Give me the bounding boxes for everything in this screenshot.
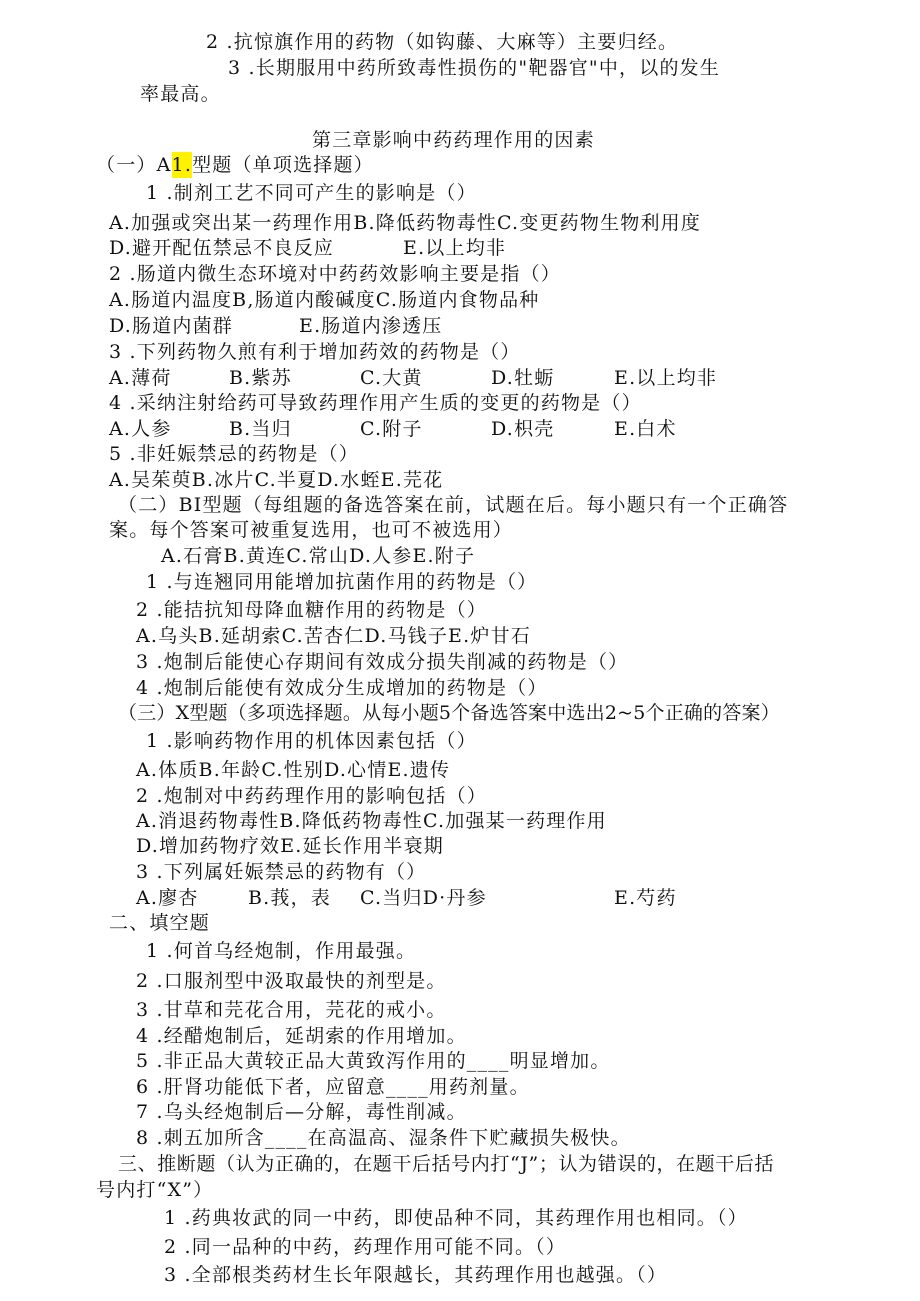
x-question-2: 2 .炮制对中药药理作用的影响包括（） <box>136 785 487 807</box>
a1-question-4: 4 .采纳注射给药可导致药理作用产生质的变更的药物是（） <box>109 392 642 414</box>
x-question-3-option-a: A.廖杏 <box>136 887 199 909</box>
a1-question-4-option-c: C.附子 <box>360 418 423 440</box>
a1-question-1-option-d: D.避开配伍禁忌不良反应 <box>109 237 334 259</box>
a1-question-2: 2 .肠道内微生态环境对中药药效影响主要是指（） <box>109 263 561 285</box>
a1-question-1-options: A.加强或突出某一药理作用B.降低药物毒性C.变更药物生物利用度 <box>109 212 702 234</box>
b1-options-group-2: A.乌头B.延胡索C.苦杏仁D.马钱子E.炉甘石 <box>136 625 531 647</box>
judgement-item-2: 2 .同一品种的中药，药理作用可能不同。（） <box>164 1236 567 1258</box>
a1-question-5: 5 .非妊娠禁忌的药物是（） <box>109 443 359 465</box>
x-question-3-option-cd: C.当归D·丹参 <box>360 887 487 909</box>
x-question-1: 1 .影响药物作用的机体因素包括（） <box>146 730 477 752</box>
section-x-heading: （三）X型题（多项选择题。从每小题5个备选答案中选出2~5个正确的答案） <box>118 702 780 724</box>
fill-blank-item-2: 2 .口服剂型中汲取最快的剂型是。 <box>136 970 447 992</box>
b1-options-group-1: A.石膏B.黄连C.常山D.人参E.附子 <box>161 545 476 567</box>
x-question-3: 3 .下列属妊娠禁忌的药物有（） <box>136 861 427 883</box>
fill-blank-item-1: 1 .何首乌经炮制，作用最强。 <box>146 940 417 962</box>
a1-question-2-options: A.肠道内温度B,肠道内酸碱度C.肠道内食物品种 <box>109 289 540 311</box>
fill-blank-item-3: 3 .甘草和芫花合用，芫花的戒小。 <box>136 999 447 1021</box>
fill-blank-item-6: 6 .肝肾功能低下者，应留意____用药剂量。 <box>136 1076 530 1098</box>
a1-question-3: 3 .下列药物久煎有利于增加药效的药物是（） <box>109 341 521 363</box>
a1-question-1: 1 .制剂工艺不同可产生的影响是（） <box>146 182 477 204</box>
a1-question-3-option-d: D.牡蛎 <box>491 367 555 389</box>
fill-blank-item-8: 8 .刺五加所含____在高温高、湿条件下贮藏损失极快。 <box>136 1127 631 1149</box>
a1-question-3-option-b: B.紫苏 <box>229 367 292 389</box>
section-a1-heading <box>96 152 374 178</box>
x-question-3-option-e: E.芍药 <box>614 887 677 909</box>
x-question-2-options-cont: D.增加药物疗效E.延长作用半衰期 <box>136 835 444 857</box>
x-question-3-option-b: B.莪，表 <box>248 887 332 909</box>
judgement-item-1: 1 .药典妆武的同一中药，即使品种不同，其药理作用也相同。（） <box>164 1207 748 1229</box>
a1-question-4-option-b: B.当归 <box>229 418 292 440</box>
fill-blank-item-5: 5 .非正品大黄较正品大黄致泻作用的____明显增加。 <box>136 1050 611 1072</box>
a1-question-2-option-d: D.肠道内菌群 <box>109 315 233 337</box>
judgement-heading-cont: 号内打“X”） <box>96 1179 214 1201</box>
a1-question-3-option-e: E.以上均非 <box>614 367 718 389</box>
intro-line-2: 2 .抗惊旗作用的药物（如钩藤、大麻等）主要归经。 <box>206 31 679 53</box>
a1-question-1-option-e: E.以上均非 <box>403 237 507 259</box>
a1-question-4-option-d: D.枳壳 <box>491 418 555 440</box>
a1-question-3-option-a: A.薄荷 <box>109 367 172 389</box>
section-a1-heading-post: 型题（单项选择题） <box>192 154 374 176</box>
a1-question-3-option-c: C.大黄 <box>360 367 423 389</box>
b1-question-3: 3 .炮制后能使心存期间有效成分损失削减的药物是（） <box>136 651 629 673</box>
x-question-1-options: A.体质B.年龄C.性别D.心情E.遗传 <box>136 759 451 781</box>
judgement-item-3: 3 .全部根类药材生长年限越长，其药理作用也越强。（） <box>164 1264 668 1286</box>
section-b1-heading-cont: 案。每个答案可被重复选用，也可不被选用） <box>109 519 514 541</box>
intro-line-3: 3 .长期服用中药所致毒性损伤的"靶器官"中，以的发生 <box>228 57 721 79</box>
highlighted-number: 1. <box>171 154 193 176</box>
section-a1-heading-pre: （一）A <box>96 154 172 176</box>
fill-blank-item-7: 7 .乌头经炮制后—分解，毒性削减。 <box>136 1101 467 1123</box>
section-b1-heading: （二）BI型题（每组题的备选答案在前，试题在后。每小题只有一个正确答 <box>118 494 789 516</box>
fill-blank-heading: 二、填空题 <box>109 912 211 934</box>
x-question-2-options: A.消退药物毒性B.降低药物毒性C.加强某一药理作用 <box>136 810 607 832</box>
a1-question-4-option-e: E.白术 <box>614 418 677 440</box>
b1-question-4: 4 .炮制后能使有效成分生成增加的药物是（） <box>136 677 548 699</box>
fill-blank-item-4: 4 .经醋炮制后，延胡索的作用增加。 <box>136 1025 467 1047</box>
a1-question-5-options: A.吴茱萸B.冰片C.半夏D.水蛭E.芫花 <box>109 469 444 491</box>
chapter-title: 第三章影响中药药理作用的因素 <box>312 129 595 151</box>
intro-line-3-cont: 率最高。 <box>140 83 221 105</box>
b1-question-1: 1 .与连翘同用能增加抗菌作用的药物是（） <box>146 571 538 593</box>
a1-question-2-option-e: E.肠道内渗透压 <box>299 315 443 337</box>
judgement-heading: 三、推断题（认为正确的，在题干后括号内打“J”；认为错误的，在题干后括 <box>118 1153 775 1175</box>
b1-question-2: 2 .能拮抗知母降血糖作用的药物是（） <box>136 599 487 621</box>
a1-question-4-option-a: A.人参 <box>109 418 172 440</box>
